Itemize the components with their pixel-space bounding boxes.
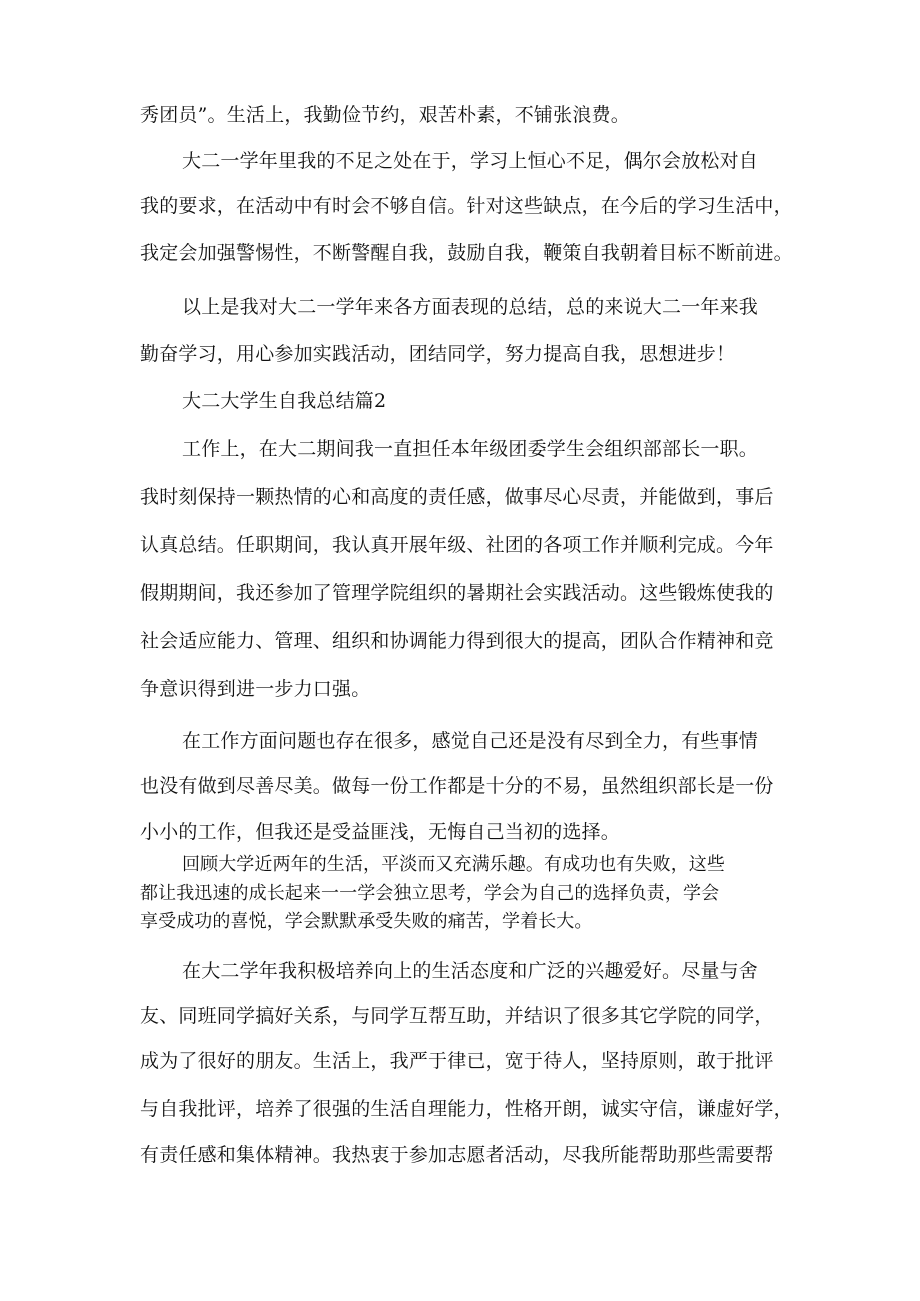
text-line: 认真总结。任职期间，我认真开展年级、社团的各项工作并顺利完成。今年 [140, 534, 774, 556]
text-line: 大二一学年里我的不足之处在于，学习上恒心不足，偶尔会放松对自 [182, 150, 759, 172]
text-line: 成为了很好的朋友。生活上，我严于律已，宽于待人，坚持原则，敢于批评 [140, 1050, 774, 1072]
text-line: 争意识得到进一步力口强。 [140, 678, 371, 700]
text-line: 我时刻保持一颗热情的心和高度的责任感，做事尽心尽责，并能做到，事后 [140, 486, 774, 508]
text-line: 也没有做到尽善尽美。做每一份工作都是十分的不易，虽然组织部长是一份 [140, 775, 774, 797]
text-line: 友、同班同学搞好关系，与同学互帮互助，并结识了很多其它学院的同学， [140, 1005, 774, 1027]
text-line: 社会适应能力、管理、组织和协调能力得到很大的提高，团队合作精神和竞 [140, 630, 774, 652]
text-line: 都让我迅速的成长起来一一学会独立思考，学会为自己的选择负责，学会 [140, 883, 720, 904]
text-line: 假期期间，我还参加了管理学院组织的暑期社会实践活动。这些锻炼使我的 [140, 582, 774, 604]
text-line: 我定会加强警惕性，不断警醒自我，鼓励自我，鞭策自我朝着目标不断前进。 [140, 242, 793, 264]
text-line: 勤奋学习，用心参加实践活动，团结同学，努力提高自我，思想进步！ [140, 343, 736, 365]
text-line: 在大二学年我积极培养向上的生活态度和广泛的兴趣爱好。尽量与舍 [182, 960, 759, 982]
text-line: 工作上，在大二期间我一直担任本年级团委学生会组织部部长一职。 [182, 438, 759, 460]
text-line: 在工作方面问题也存在很多，感觉自己还是没有尽到全力，有些事情 [182, 730, 759, 752]
text-line: 小小的工作，但我还是受益匪浅，无悔自己当初的选择。 [140, 821, 621, 843]
text-line: 与自我批评，培养了很强的生活自理能力，性格开朗，诚实守信，谦虚好学， [140, 1098, 793, 1120]
section-heading: 大二大学生自我总结篇2 [182, 390, 387, 412]
text-line: 回顾大学近两年的生活，平淡而又充满乐趣。有成功也有失败，这些 [182, 854, 725, 875]
text-line: 享受成功的喜悦，学会默默承受失败的痛苦，学着长大。 [140, 911, 593, 932]
text-line: 以上是我对大二一学年来各方面表现的总结，总的来说大二一年来我 [182, 296, 759, 318]
text-line: 我的要求，在活动中有时会不够自信。针对这些缺点，在今后的学习生活中， [140, 195, 793, 217]
text-line: 秀团员”。生活上，我勤俭节约，艰苦朴素，不铺张浪费。 [140, 104, 630, 126]
text-line: 有责任感和集体精神。我热衷于参加志愿者活动，尽我所能帮助那些需要帮 [140, 1144, 774, 1166]
